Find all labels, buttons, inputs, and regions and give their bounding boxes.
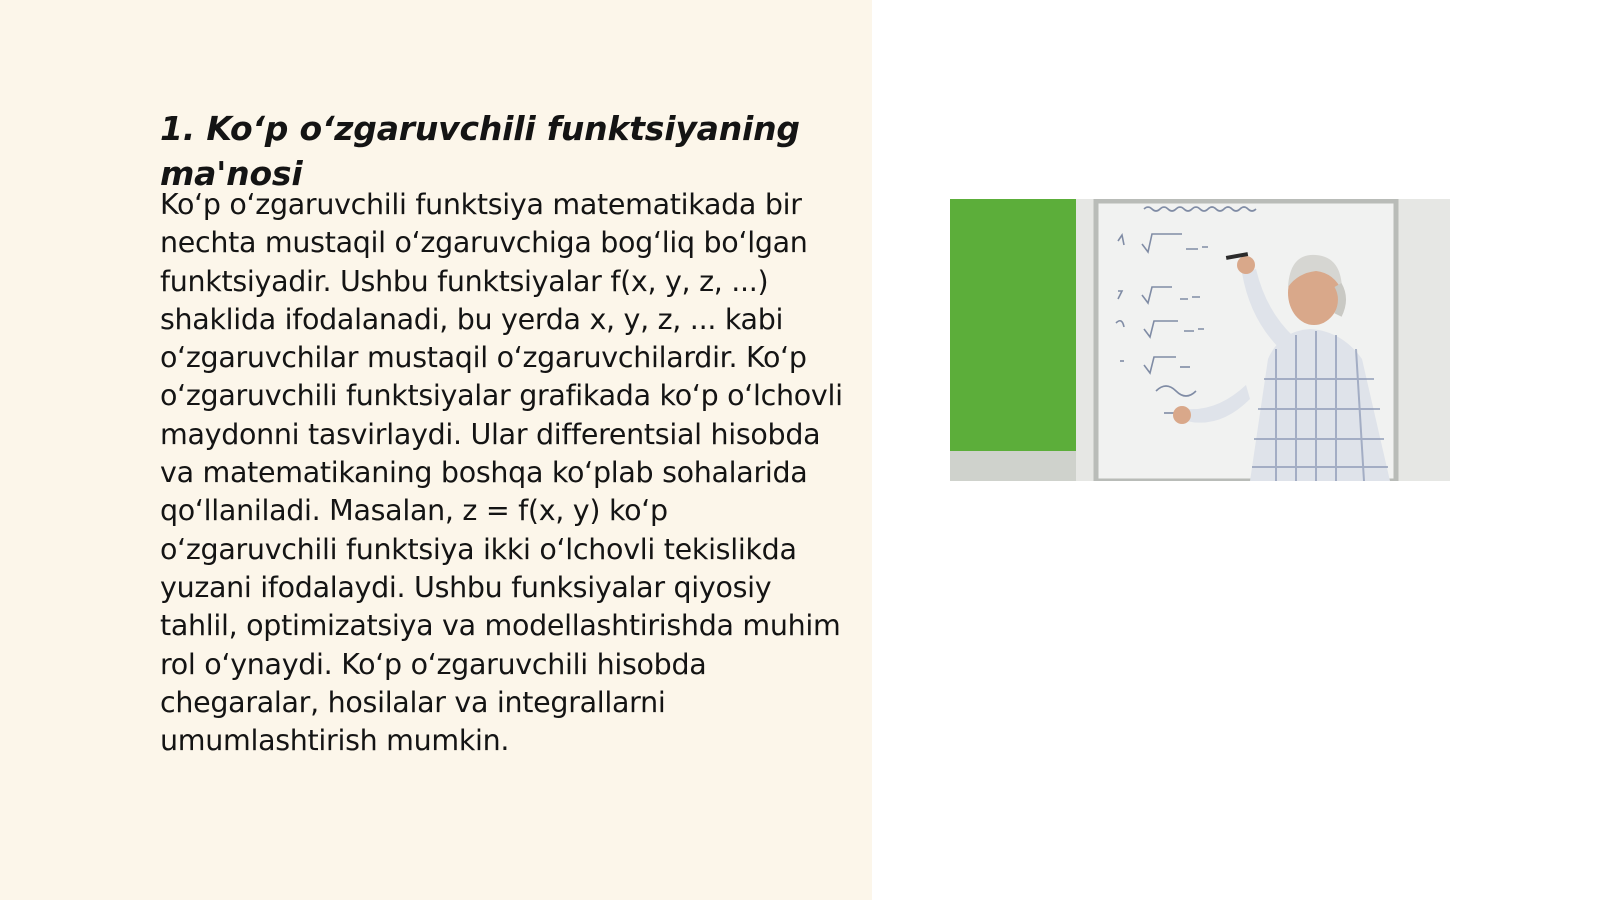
lecture-photo [950,199,1450,481]
slide-title: 1. Ko‘p o‘zgaruvchili funktsiyaning ma'nosi [160,109,800,193]
slide-body-text: Ko‘p o‘zgaruvchili funktsiya matematikada bir nechta mustaqil o‘zgaruvchiga bog‘liq bo‘lgan funktsiyadir. Ushbu funktsiyalar f(x, y, z, ...) shaklida ifodalanadi, bu yerda x, y, z, ... kabi o‘zgaruvchilar mustaqil o‘zgaruvchilardir. Ko‘p o‘zgaruvchili funktsiyalar grafikada ko‘p o‘lchovli maydonni tasvirlaydi. Ular differentsial hisobda va matematikaning boshqa ko‘plab sohalarida qo‘llaniladi. Masalan, z = f(x, y) ko‘p o‘zgaruvchili funktsiya ikki o‘lchovli tekislikda yuzani ifodalaydi. Ushbu funksiyalar qiyosiy tahlil, optimizatsiya va modellashtirishda muhim rol o‘ynaydi. Ko‘p o‘zgaruvchili hisobda chegaralar, hosilalar va integrallarni umumlashtirish mumkin. [160,188,843,758]
green-board [950,199,1076,481]
